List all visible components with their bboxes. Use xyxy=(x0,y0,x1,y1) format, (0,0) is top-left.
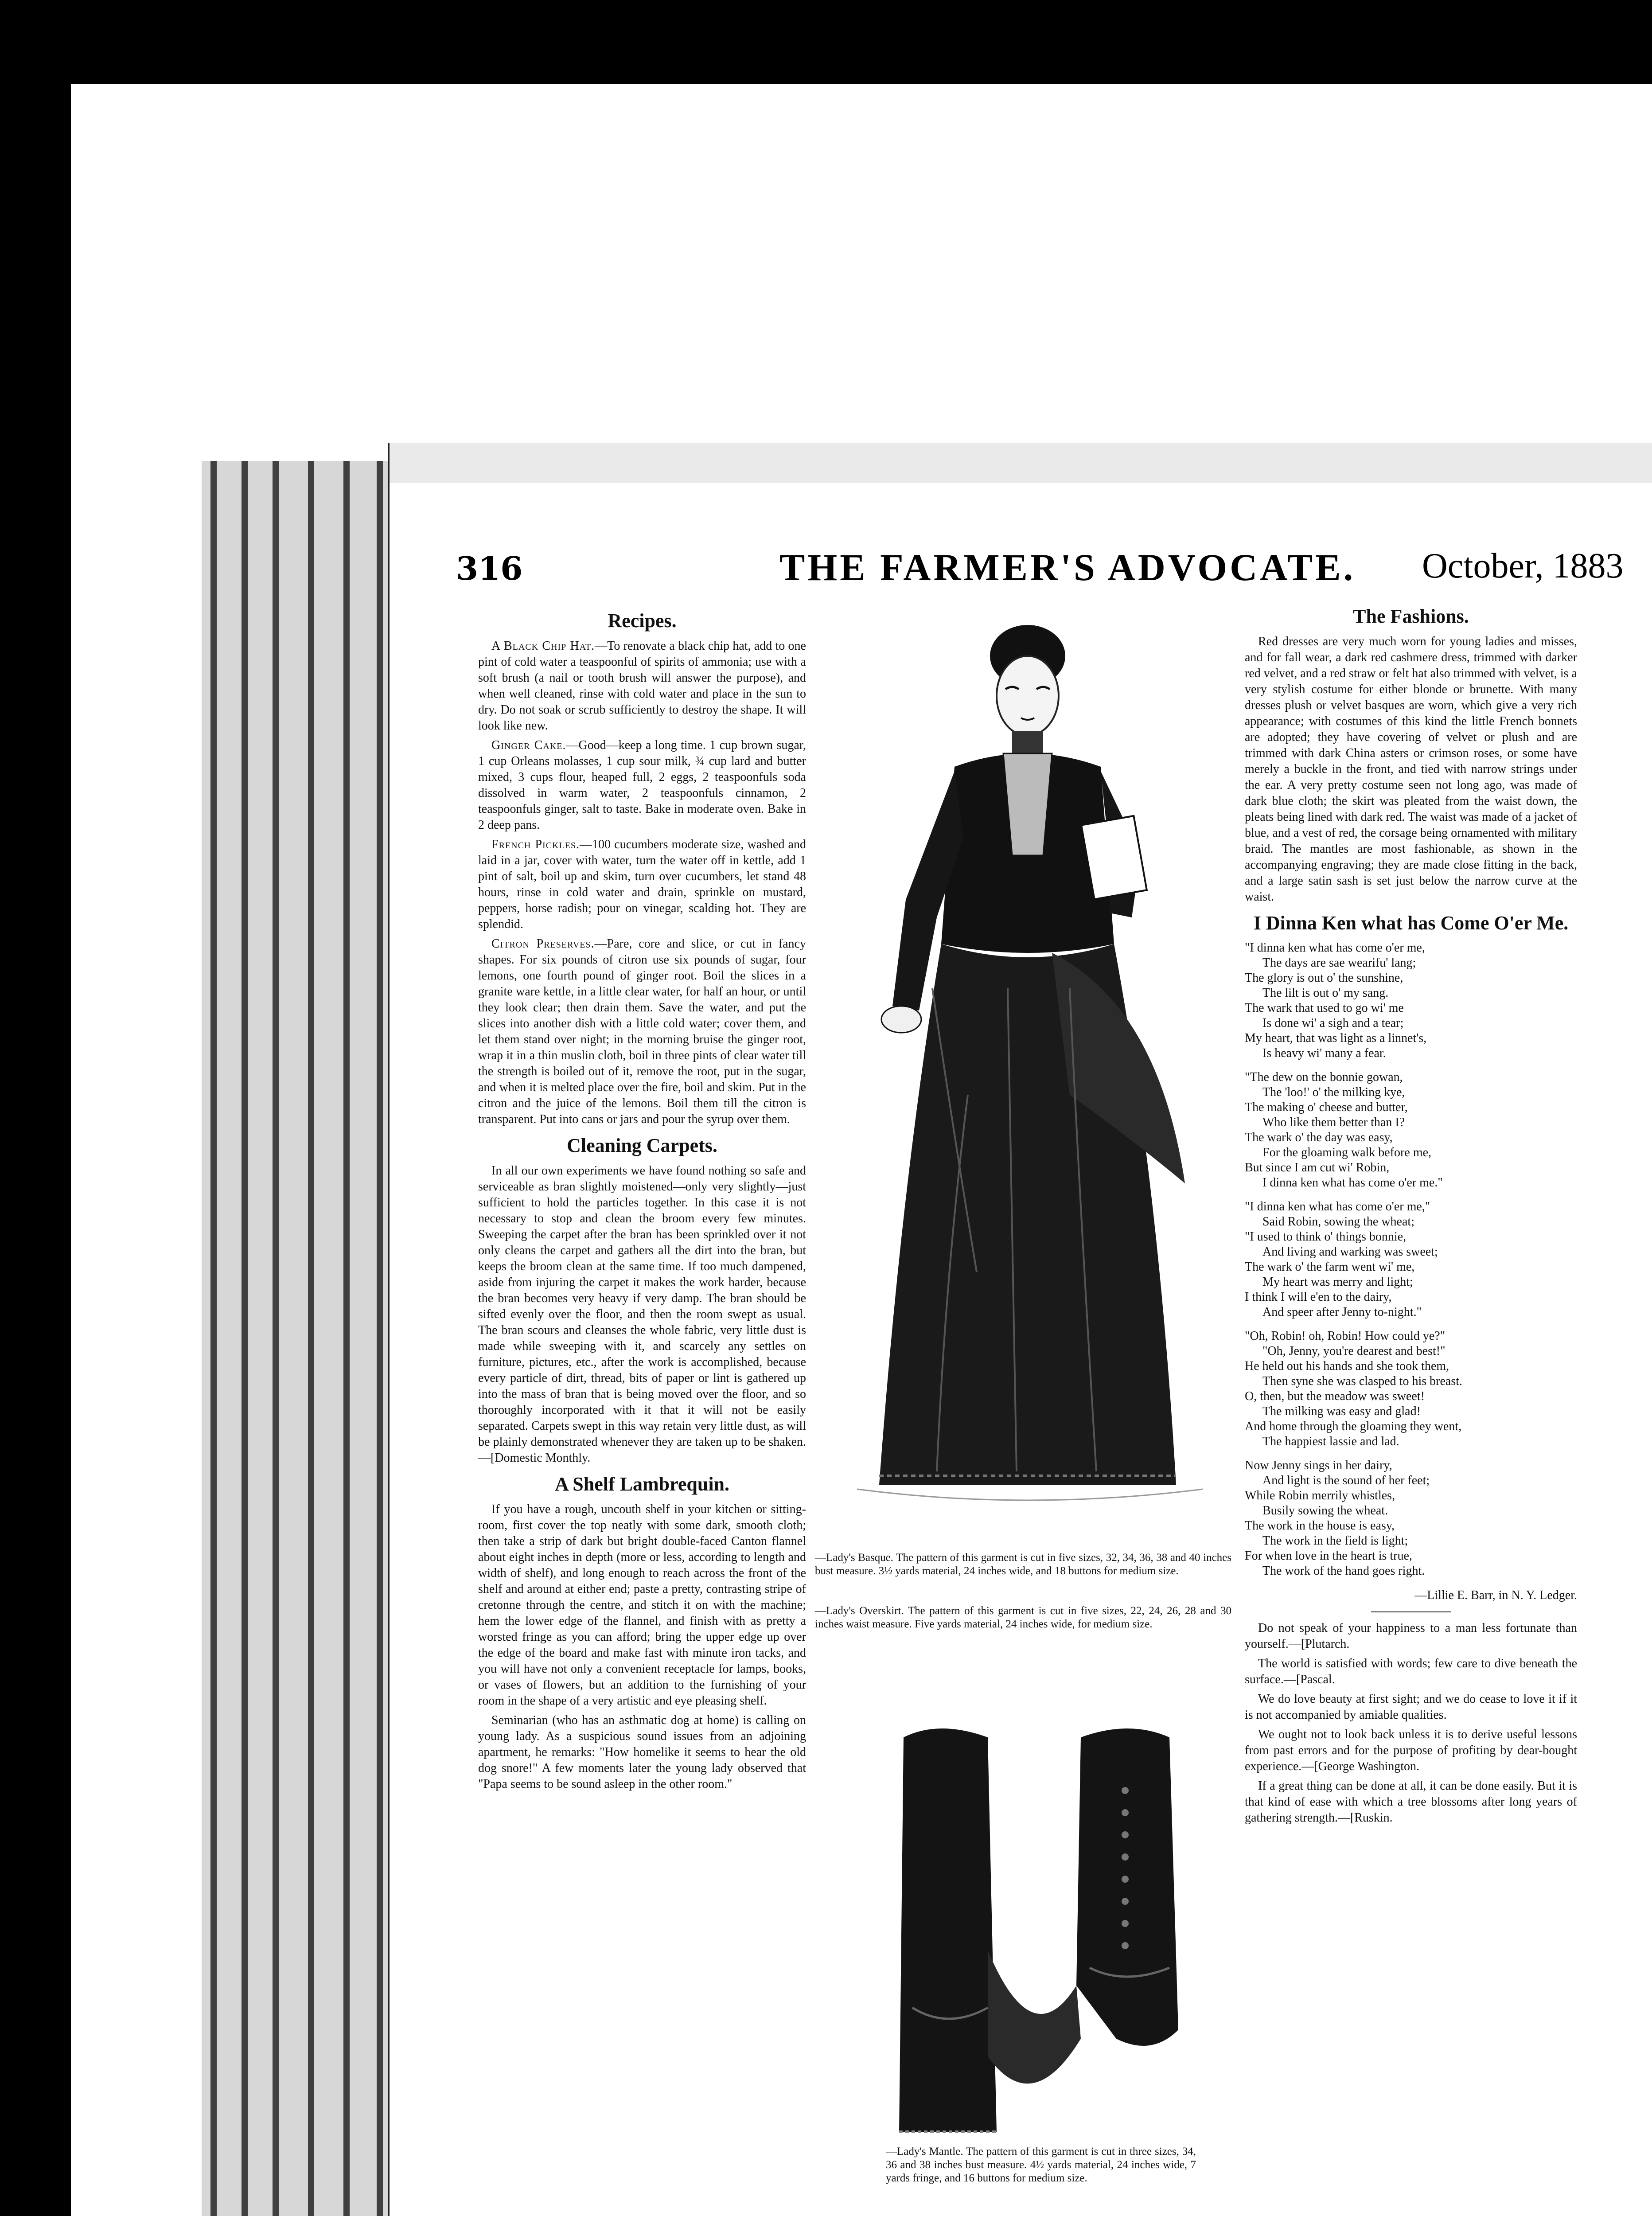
anecdote-text: Seminarian (who has an asthmatic dog at home) is calling on young lady. As a suspicious sound issues from an adjoining apartment, he remarks: "How homelike it seems to hear the old dog snore!" A few moments later the young lady observed that "Papa seems to be sound asleep in the other room." xyxy=(478,1713,806,1791)
saying: The world is satisfied with words; few care to dive beneath the surface.—[Pascal. xyxy=(1245,1657,1577,1686)
recipe-item: Ginger Cake.—Good—keep a long time. 1 cup brown sugar, 1 cup Orleans molasses, 1 cup sour milk, ¾ cup lard and butter mixed, 3 cups flour, heaped full, 2 eggs, 2 teaspoonfuls soda dissolved in warm water, 2 teaspoonfuls cinnamon, 2 teaspoonfuls ginger, salt to taste. Bake in moderate oven. Bake in 2 deep pans. xyxy=(478,738,806,832)
basque-caption: —Lady's Basque. The pattern of this garment is cut in five sizes, 32, 34, 36, 38 and 40 inches bust measure. 3½ yards material, 24 inches wide, and 18 buttons for medium size. xyxy=(815,1552,1231,1577)
cleaning-carpets-heading: Cleaning Carpets. xyxy=(567,1135,717,1156)
poem-stanza: Now Jenny sings in her dairy, And light is the sound of her feet; While Robin merrily whistles, Busily sowing the wheat. The work in the house is easy, The work in the field is light; For when love in the heart is true, The work of the hand goes right. xyxy=(1245,1459,1430,1578)
lady-mantle-engraving xyxy=(886,1720,1187,2136)
page-header xyxy=(390,536,1652,589)
lady-basque-engraving xyxy=(822,607,1234,1542)
saying: We do love beauty at first sight; and we do cease to love it if it is not accompanied by amiable qualities. xyxy=(1245,1692,1577,1722)
poem-stanza: "The dew on the bonnie gowan, The 'loo!' o' the milking kye, The making o' cheese and butter, Who like them better than I? The wark o' the day was easy, For the gloaming walk before me, But since I am cut wi' Robin, I dinna ken what has come o'er me." xyxy=(1245,1070,1443,1190)
right-column xyxy=(1245,598,1577,1830)
recipe-item: French Pickles.—100 cucumbers moderate size, washed and laid in a jar, cover with water, turn the water off in kettle, add 1 pint of salt, boil up and skim, turn over cucumbers, let stand 48 hours, rinse in cold water and drain, sprinkle on mustard, peppers, horse radish; pour on vinegar, scalding hot. They are splendid. xyxy=(478,838,806,931)
saying: If a great thing can be done at all, it can be done easily. But it is that kind of ease with which a tree blossoms after long years of gathering strength.—[Ruskin. xyxy=(1245,1779,1577,1825)
fashions-text: Red dresses are very much worn for young ladies and misses, and for fall wear, a dark red cashmere dress, trimmed with darker red velvet, and a red straw or felt hat also trimmed with velvet, is a very stylish costume for either blonde or brunette. With many dresses plush or velvet basques are worn, which give a very rich appearance; with costumes of this kind the little French bonnets are adopted; they have covering of velvet or plush and are trimmed with dark China asters or crimson roses, or some have merely a buckle in the front, and tied with narrow strings under the ear. A very pretty costume seen not long ago, was made of dark blue cloth; the skirt was pleated from the waist down, the pleats being lined with dark red. The waist was made of a jacket of blue, and a vest of red, the corsage being ornamented with military braid. The mantles are most fashionable, as shown in the accompanying engraving; they are made close fitting in the back, and a large satin sash is set just below the narrow curve at the waist. xyxy=(1245,635,1577,904)
recipe-item: Citron Preserves.—Pare, core and slice, or cut in fancy shapes. For six pounds of citron use six pounds of sugar, four lemons, one fourth pound of ginger root. Boil the slices in a granite ware kettle, in a little clear water, for half an hour, or until they look clear; then drain them. Save the water, and put the slices into another dish with a little cold water; cover them, and let them stand over night; in the morning bruise the ginger root, wrap it in a thin muslin cloth, boil in three pints of clear water till the strength is boiled out of it, remove the root, put in the sugar, and when it is melted place over the fire, boil and skim. Put in the citron and the juice of the lemons. Boil them till the citron is transparent. Put into cans or jars and pour the syrup over them. xyxy=(478,937,806,1126)
poem-heading: I Dinna Ken what has Come O'er Me. xyxy=(1253,912,1569,934)
saying: Do not speak of your happiness to a man less fortunate than yourself.—[Plutarch. xyxy=(1245,1621,1577,1651)
page-top-margin xyxy=(390,443,1652,483)
mantle-caption: —Lady's Mantle. The pattern of this garment is cut in three sizes, 34, 36 and 38 inches bust measure. 4½ yards material, 24 inches wide, 7 yards fringe, and 16 buttons for medium size. xyxy=(886,2146,1196,2184)
poem-stanza: "I dinna ken what has come o'er me," Said Robin, sowing the wheat; "I used to think o' things bonnie, And living and warking was sweet; The wark o' the farm went wi' me, My heart was merry and light; I think I will e'en to the dairy, And speer after Jenny to-night." xyxy=(1245,1200,1438,1319)
left-column xyxy=(478,603,806,1796)
shelf-lambrequin-text: If you have a rough, uncouth shelf in your kitchen or sitting-room, first cover the top neatly with some dark, smooth cloth; then take a strip of dark but bright double-faced Canton flannel about eight inches in depth (more or less, according to length and width of shelf), and long enough to reach across the front of the shelf and around at either end; paste a pretty, contrasting stripe of cretonne through the centre, and stitch it on with the machine; hem the lower edge of the flannel, and finish with as pretty a worsted fringe as you can afford; bring the upper edge up over the edge of the board and make fast with minute iron tacks, and you will have not only a convenient receptacle for lamps, books, or vases of flowers, but an addition to the furnishing of your room in the shape of a very artistic and eye pleasing shelf. xyxy=(478,1502,806,1708)
cleaning-carpets-text: In all our own experiments we have found nothing so safe and serviceable as bran slightly moistened—only very slightly—just sufficient to hold the particles together. In this case it is not necessary to stop and clean the broom every few minutes. Sweeping the carpet after the bran has been sprinkled over it not only cleans the carpet and gathers all the dirt into the bran, but keeps the broom clean at the same time. If too much dampened, aside from injuring the carpet it makes the work harder, because the bran becomes very heavy if very damp. The bran should be sifted evenly over the floor, and then the room swept as usual. The bran scours and cleanses the whole fabric, very little dust is made while sweeping with it, and scarcely any settles on furniture, pictures, etc., after the work is accomplished, because every particle of dirt, thread, bits of paper or lint is gathered up into the mass of bran that is being moved over the floor, and so thoroughly incorporated with it that it will not be easily separated. Carpets swept in this way retain very little dust, as will be plainly demonstrated whenever they are taken up to be shaken.—[Domestic Monthly. xyxy=(478,1164,806,1465)
book-page-edges xyxy=(202,461,389,2216)
recipe-item: A Black Chip Hat.—To renovate a black chip hat, add to one pint of cold water a teaspoonful of spirits of ammonia; use with a soft brush (a nail or tooth brush will answer the purpose), and when well cleaned, rinse with cold water and place in the sun to dry. Do not soak or scrub sufficiently to destroy the shape. It will look like new. xyxy=(478,639,806,733)
saying: We ought not to look back unless it is to derive useful lessons from past errors and for the purpose of profiting by dear-bought experience.—[George Washington. xyxy=(1245,1728,1577,1773)
overskirt-caption: —Lady's Overskirt. The pattern of this garment is cut in five sizes, 22, 24, 26, 28 and 30 inches waist measure. Five yards material, 24 inches wide, for medium size. xyxy=(815,1605,1231,1630)
newspaper-page xyxy=(388,443,1652,2216)
page-number: 316 xyxy=(456,550,523,587)
section-divider xyxy=(1371,1611,1451,1612)
recipes-heading: Recipes. xyxy=(608,610,677,632)
poem-stanza: "I dinna ken what has come o'er me, The days are sae wearifu' lang; The glory is out o' the sunshine, The lilt is out o' my sang. The wark that used to go wi' me Is done wi' a sigh and a tear; My heart, that was light as a linnet's, Is heavy wi' many a fear. xyxy=(1245,941,1427,1060)
poem-attribution: —Lillie E. Barr, in N. Y. Ledger. xyxy=(1414,1588,1577,1602)
poem-stanza: "Oh, Robin! oh, Robin! How could ye?" "Oh, Jenny, you're dearest and best!" He held out his hands and she took them, Then syne she was clasped to his breast. O, then, but the meadow was sweet! The milking was easy and glad! And home through the gloaming they went, The happiest lassie and lad. xyxy=(1245,1329,1462,1448)
issue-date: October, 1883 xyxy=(1422,546,1624,585)
fashions-heading: The Fashions. xyxy=(1353,605,1469,627)
shelf-lambrequin-heading: A Shelf Lambrequin. xyxy=(554,1473,730,1495)
masthead-title: THE FARMER'S ADVOCATE. xyxy=(779,546,1356,589)
